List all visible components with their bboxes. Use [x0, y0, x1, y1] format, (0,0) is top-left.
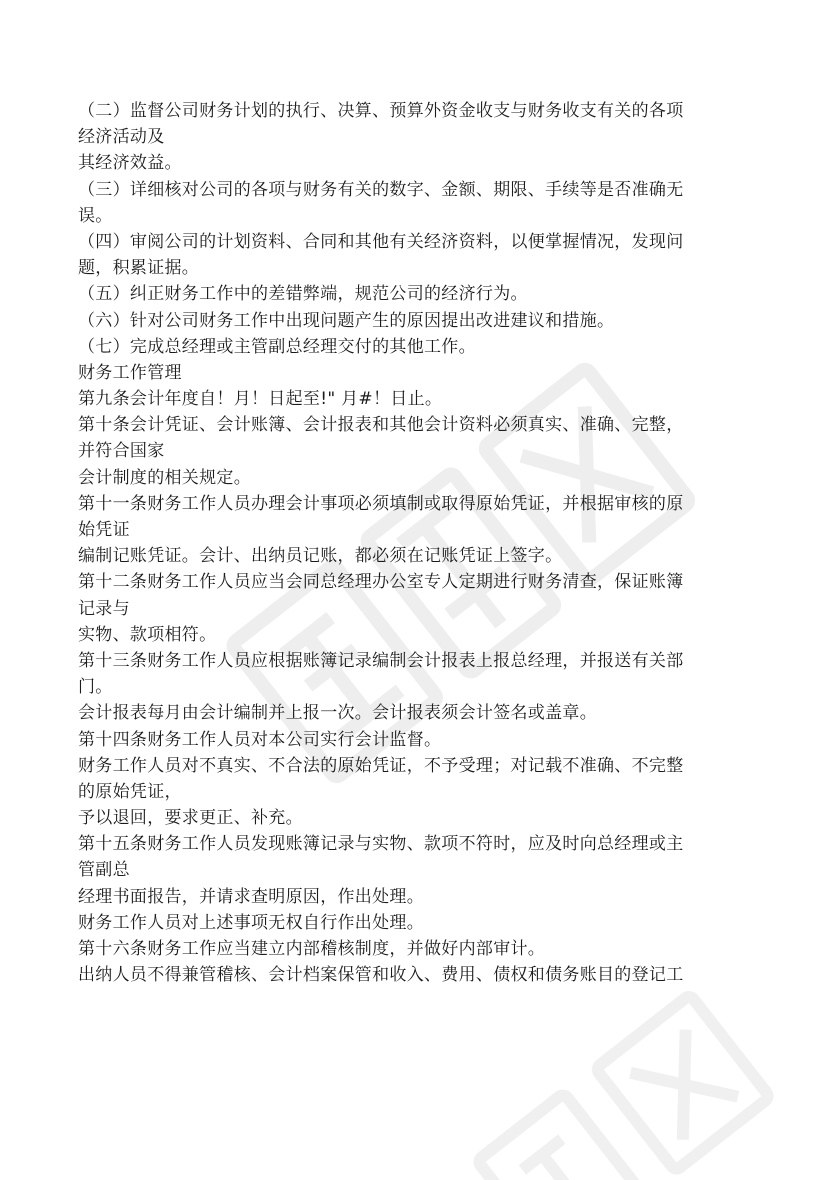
watermark-logo-bottom — [430, 980, 810, 1180]
text-line: 财务工作人员对不真实、不合法的原始凭证，不予受理；对记载不准确、不完整 — [78, 755, 684, 776]
text-line: 予以退回，要求更正、补充。 — [78, 808, 303, 829]
text-line: 并符合国家 — [78, 441, 165, 462]
text-line: 始凭证 — [78, 520, 130, 540]
text-line: 经理书面报告，并请求查明原因，作出处理。 — [78, 886, 424, 907]
text-line: 经济活动及 — [78, 127, 165, 148]
text-line: 误。 — [78, 205, 113, 226]
text-line: 出纳人员不得兼管稽核、会计档案保管和收入、费用、债权和债务账目的登记工 — [78, 965, 684, 986]
text-line: 会计报表每月由会计编制并上报一次。会计报表须会计签名或盖章。 — [78, 703, 597, 724]
text-line: 题，积累证据。 — [78, 258, 200, 279]
text-line: （五）纠正财务工作中的差错弊端，规范公司的经济行为。 — [78, 284, 528, 305]
text-line: （七）完成总经理或主管副总经理交付的其他工作。 — [78, 336, 476, 357]
text-line: （六）针对公司财务工作中出现问题产生的原因提出改进建议和措施。 — [78, 310, 615, 331]
text-line: （二）监督公司财务计划的执行、决算、预算外资金收支与财务收支有关的各项 — [78, 101, 684, 121]
text-line: 第十四条财务工作人员对本公司实行会计监督。 — [78, 729, 442, 750]
text-line: 管副总 — [78, 860, 130, 881]
text-line: 财务工作人员对上述事项无权自行作出处理。 — [78, 912, 424, 933]
text-line: 第十五条财务工作人员发现账簿记录与实物、款项不符时，应及时向总经理或主 — [78, 834, 684, 855]
document-body — [78, 98, 758, 988]
text-line: 第十三条财务工作人员应根据账簿记录编制会计报表上报总经理，并报送有关部 — [78, 650, 684, 671]
text-line: 的原始凭证， — [78, 781, 182, 802]
text-line: 第十条会计凭证、会计账簿、会计报表和其他会计资料必须真实、准确、完整， — [78, 415, 684, 436]
section-heading: 财务工作管理 — [78, 362, 182, 383]
text-line: 编制记账凭证。会计、出纳员记账，都必须在记账凭证上签字。 — [78, 546, 563, 567]
text-line: 记录与 — [78, 598, 130, 619]
text-line: 其经济效益。 — [78, 153, 182, 174]
text-line: 门。 — [78, 677, 113, 698]
text-line: 第十六条财务工作应当建立内部稽核制度，并做好内部审计。 — [78, 939, 546, 959]
text-line: （三）详细核对公司的各项与财务有关的数字、金额、期限、手续等是否准确无 — [78, 179, 684, 200]
text-line: 第九条会计年度自！月！日起至!" 月#！日止。 — [78, 389, 443, 410]
text-line: 第十二条财务工作人员应当会同总经理办公室专人定期进行财务清查，保证账簿 — [78, 572, 684, 593]
text-line: 实物、款项相符。 — [78, 624, 217, 645]
text-line: （四）审阅公司的计划资料、合同和其他有关经济资料，以便掌握情况，发现问 — [78, 231, 684, 252]
text-line: 第十一条财务工作人员办理会计事项必须填制或取得原始凭证，并根据审核的原 — [78, 493, 684, 514]
text-line: 会计制度的相关规定。 — [78, 467, 251, 488]
